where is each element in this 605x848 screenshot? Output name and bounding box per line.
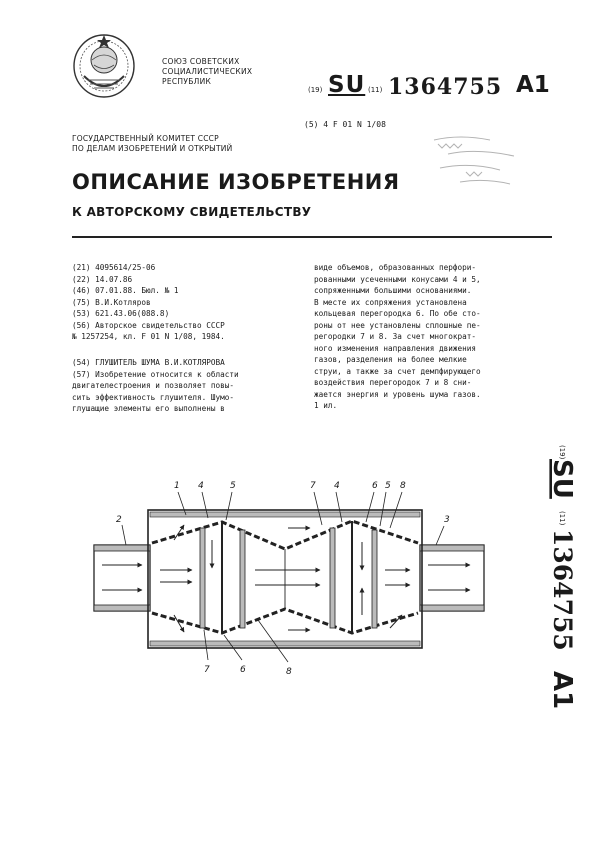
ipc-class: (5) 4 F 01 N 1/08: [304, 120, 386, 129]
outlet-pipe: [420, 545, 484, 611]
biblio-line: № 1257254, кл. F 01 N 1/08, 1984.: [72, 332, 225, 341]
abstract-right-column: [314, 262, 481, 412]
label-5b: 5: [385, 481, 391, 491]
document-title: ОПИСАНИЕ ИЗОБРЕТЕНИЯ: [72, 170, 400, 194]
ussr-emblem: [70, 30, 138, 100]
label-5: 5: [230, 481, 236, 491]
committee-name: [72, 134, 232, 154]
biblio-line: (75) В.И.Котляров: [72, 297, 151, 307]
biblio-line: (46) 07.01.88. Бюл. № 1: [72, 286, 179, 295]
abstract-line: газов, разделения на более мелкие: [314, 355, 467, 364]
solid-partition: [372, 530, 377, 628]
abstract-line: жается энергия и уровень шума газов.: [314, 389, 481, 399]
patent-number: 1364755: [388, 74, 503, 100]
label-7: 7: [310, 481, 316, 491]
label-8: 8: [400, 481, 406, 491]
header-divider: [72, 236, 552, 238]
state-line-1: СОЮЗ СОВЕТСКИХ: [162, 57, 240, 66]
vertical-country-code: SU: [547, 459, 577, 499]
vertical-code-11: (11): [558, 511, 566, 526]
label-4b: 4: [334, 481, 340, 491]
committee-line-2: ПО ДЕЛАМ ИЗОБРЕТЕНИЙ И ОТКРЫТИЙ: [72, 144, 233, 153]
abstract-line: струи, а также за счет демпфирующего: [314, 366, 481, 376]
inlet-pipe: [94, 545, 150, 611]
abstract-line: кольцевая перегородка 6. По обе сто-: [314, 309, 481, 318]
solid-partition: [240, 530, 245, 628]
vertical-kind-code: A1: [547, 671, 577, 710]
committee-line-1: ГОСУДАРСТВЕННЫЙ КОМИТЕТ СССР: [72, 134, 219, 143]
abstract-left-column: [72, 357, 239, 415]
silencer-drawing: [80, 470, 520, 690]
abstract-line: В месте их сопряжения установлена: [314, 297, 467, 307]
abstract-line: сопряженными большими основаниями.: [314, 286, 472, 295]
label-6: 6: [372, 481, 378, 491]
label-2: 2: [116, 515, 122, 525]
solid-partition: [200, 528, 205, 628]
biblio-line: (56) Авторское свидетельство СССР: [72, 320, 225, 330]
abstract-line: роны от нее установлены сплошные пе-: [314, 320, 481, 330]
label-3: 3: [444, 515, 450, 525]
label-1: 1: [174, 481, 180, 491]
label-6b: 6: [240, 665, 246, 675]
kind-code: A1: [516, 72, 550, 98]
state-name: [162, 57, 252, 87]
abstract-line: воздействия перегородок 7 и 8 сни-: [314, 378, 472, 387]
label-4: 4: [198, 481, 204, 491]
code-11: (11): [368, 86, 383, 94]
library-stamp: [430, 126, 530, 198]
vertical-code-19: (19): [558, 445, 566, 460]
patent-number-line: [308, 66, 598, 106]
abstract-line: регородки 7 и 8. За счет многократ-: [314, 332, 476, 341]
solid-partition: [330, 528, 335, 628]
country-code: SU: [328, 72, 366, 98]
abstract-line: глушащие элементы его выполнены в: [72, 404, 225, 413]
label-8b: 8: [286, 667, 292, 677]
label-7b: 7: [204, 665, 210, 675]
abstract-line: (54) ГЛУШИТЕЛЬ ШУМА В.И.КОТЛЯРОВА: [72, 358, 225, 367]
state-line-3: РЕСПУБЛИК: [162, 77, 212, 86]
abstract-line: ного изменения направления движения: [314, 343, 476, 353]
bibliographic-data: [72, 262, 225, 343]
vertical-patent-number-text: 1364755: [548, 529, 577, 651]
document-subtitle: К АВТОРСКОМУ СВИДЕТЕЛЬСТВУ: [72, 205, 312, 219]
abstract-line: виде объемов, образованных перфори-: [314, 263, 476, 272]
abstract-line: 1 ил.: [314, 401, 338, 410]
abstract-line: сить эффективность глушителя. Шумо-: [72, 392, 234, 402]
abstract-line: двигателестроения и позволяет повы-: [72, 381, 234, 390]
state-line-2: СОЦИАЛИСТИЧЕСКИХ: [162, 67, 253, 76]
biblio-line: (21) 4095614/25-06: [72, 263, 156, 272]
abstract-line: рованными усеченными конусами 4 и 5,: [314, 274, 481, 284]
code-19: (19): [308, 86, 323, 94]
biblio-line: (22) 14.07.86: [72, 274, 133, 284]
vertical-patent-number: [540, 445, 590, 710]
abstract-line: (57) Изобретение относится к области: [72, 369, 239, 379]
biblio-line: (53) 621.43.06(088.8): [72, 309, 170, 318]
